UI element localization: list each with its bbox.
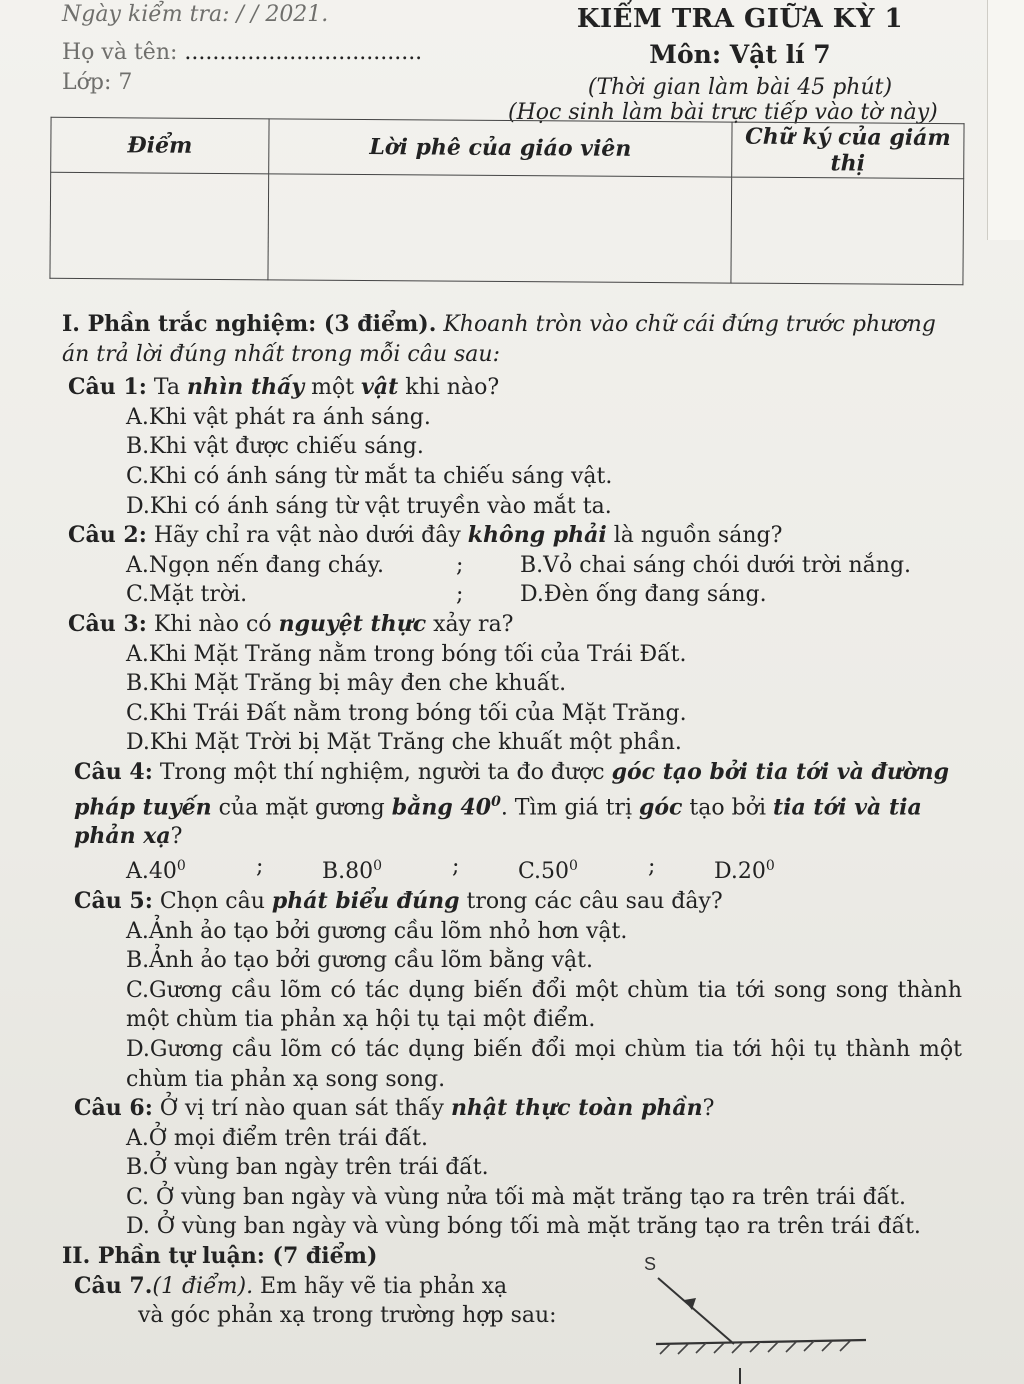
section2-title: II. Phần tự luận: (7 điểm) bbox=[62, 1243, 378, 1270]
question-3: Câu 3: Khi nào có nguyệt thực xảy ra? bbox=[68, 610, 514, 637]
q5-option-b: B.Ảnh ảo tạo bởi gương cầu lõm bằng vật. bbox=[126, 948, 593, 974]
question-4: Câu 4: Trong một thí nghiệm, người ta đo được góc tạo bởi tia tới và đường pháp tuyến của mặt gương bằng $40^0$. Tìm giá trị góc tạo bởi tia tới và tia phản xạ? bbox=[74, 758, 949, 850]
exam-content bbox=[62, 310, 962, 1331]
q3-option-a: A.Khi Mặt Trăng nằm trong bóng tối của Trái Đất. bbox=[126, 641, 687, 667]
score-header: Điểm bbox=[51, 117, 269, 174]
signature-header: Chữ ký của giám thị bbox=[732, 122, 964, 179]
student-name-dots: .................................. bbox=[184, 40, 423, 65]
q2-option-c: C.Mặt trời. bbox=[126, 582, 248, 608]
class-label: Lớp: 7 bbox=[62, 70, 133, 95]
exam-header bbox=[520, 4, 960, 100]
q2-option-d: D.Đèn ống đang sáng. bbox=[520, 582, 767, 608]
incident-ray bbox=[658, 1278, 734, 1344]
q5-option-d: D.Gương cầu lõm có tác dụng biến đổi mọi chùm tia tới hội tụ thành một chùm tia phản xạ song song. bbox=[126, 1036, 962, 1092]
q3-option-d: D.Khi Mặt Trời bị Mặt Trăng che khuất một phần. bbox=[126, 730, 682, 756]
q2-option-b: B.Vỏ chai sáng chói dưới trời nắng. bbox=[520, 552, 912, 578]
q4-option-d: $D.20^0$ bbox=[714, 858, 775, 885]
q4-separator-2: ; bbox=[452, 854, 460, 880]
q3-option-b: B.Khi Mặt Trăng bị mây đen che khuất. bbox=[126, 671, 567, 697]
q6-option-b: B.Ở vùng ban ngày trên trái đất. bbox=[126, 1155, 489, 1181]
q1-option-d: D.Khi có ánh sáng từ vật truyền vào mắt ta. bbox=[126, 493, 612, 519]
question-5: Câu 5: Chọn câu phát biểu đúng trong các câu sau đây? bbox=[74, 887, 723, 914]
q6-option-d: D. Ở vùng ban ngày và vùng bóng tối mà mặt trăng tạo ra trên trái đất. bbox=[126, 1214, 921, 1240]
q5-option-a: A.Ảnh ảo tạo bởi gương cầu lõm nhỏ hơn vật. bbox=[126, 918, 628, 944]
q5-option-c: C.Gương cầu lõm có tác dụng biến đổi một chùm tia tới song song thành một chùm tia phản xạ hội tụ tại một điểm. bbox=[126, 977, 962, 1033]
exam-time: (Thời gian làm bài 45 phút) bbox=[587, 75, 893, 100]
exam-date: Ngày kiểm tra: / / 2021. bbox=[62, 2, 329, 27]
exam-title: KIỂM TRA GIỮA KỲ 1 bbox=[576, 4, 904, 34]
exam-note: (Học sinh làm bài trực tiếp vào tờ này) bbox=[508, 100, 938, 125]
mirror-line bbox=[656, 1340, 866, 1344]
q2-separator-1: ; bbox=[456, 552, 464, 578]
question-7-line-2: và góc phản xạ trong trường hợp sau: bbox=[138, 1303, 557, 1329]
mirror-diagram bbox=[600, 1248, 900, 1384]
question-7: Câu 7.(1 điểm). Em hãy vẽ tia phản xạ bbox=[74, 1272, 508, 1299]
signature-cell bbox=[731, 177, 964, 285]
question-6: Câu 6: Ở vị trí nào quan sát thấy nhật thực toàn phần? bbox=[74, 1095, 715, 1122]
q2-options-row-2 bbox=[62, 580, 962, 610]
q2-separator-2: ; bbox=[456, 582, 464, 608]
q1-option-b: B.Khi vật được chiếu sáng. bbox=[126, 434, 424, 460]
q4-option-c: $C.50^0$ bbox=[518, 858, 578, 885]
q6-option-c: C. Ở vùng ban ngày và vùng nửa tối mà mặt trăng tạo ra trên trái đất. bbox=[126, 1184, 906, 1210]
q1-option-a: A.Khi vật phát ra ánh sáng. bbox=[126, 404, 431, 430]
student-name-row bbox=[62, 38, 422, 68]
q3-option-c: C.Khi Trái Đất nằm trong bóng tối của Mặt Trăng. bbox=[126, 700, 687, 726]
exam-subject: Môn: Vật lí 7 bbox=[649, 40, 831, 69]
q4-option-b: $B.80^0$ bbox=[322, 858, 383, 885]
q4-option-a: $A.40^0$ bbox=[126, 858, 186, 885]
student-name-label: Họ và tên: bbox=[62, 40, 185, 65]
grade-table bbox=[49, 117, 964, 285]
q2-option-a: A.Ngọn nến đang cháy. bbox=[126, 552, 385, 578]
q6-option-a: A.Ở mọi điểm trên trái đất. bbox=[126, 1125, 428, 1151]
question-2: Câu 2: Hãy chỉ ra vật nào dưới đây không phải là nguồn sáng? bbox=[68, 522, 783, 549]
section1-heading bbox=[62, 310, 962, 369]
ray-label: S bbox=[644, 1254, 657, 1274]
q4-options-row bbox=[62, 852, 962, 887]
q4-separator-3: ; bbox=[648, 854, 656, 880]
comment-cell bbox=[268, 174, 732, 283]
section1-instruction: Khoanh tròn vào chữ cái đứng trước phương án trả lời đúng nhất trong mỗi câu sau: bbox=[62, 312, 936, 367]
student-info bbox=[62, 0, 422, 98]
question-1: Câu 1: Ta nhìn thấy một vật khi nào? bbox=[68, 374, 500, 401]
q2-options-row-1 bbox=[62, 551, 962, 581]
q4-separator-1: ; bbox=[256, 854, 264, 880]
score-cell bbox=[50, 172, 269, 280]
section1-title: I. Phần trắc nghiệm: (3 điểm). bbox=[62, 311, 437, 337]
q1-option-c: C.Khi có ánh sáng từ mắt ta chiếu sáng vật. bbox=[126, 463, 613, 489]
adjacent-page-edge bbox=[987, 0, 1024, 240]
comment-header: Lời phê của giáo viên bbox=[269, 119, 732, 177]
